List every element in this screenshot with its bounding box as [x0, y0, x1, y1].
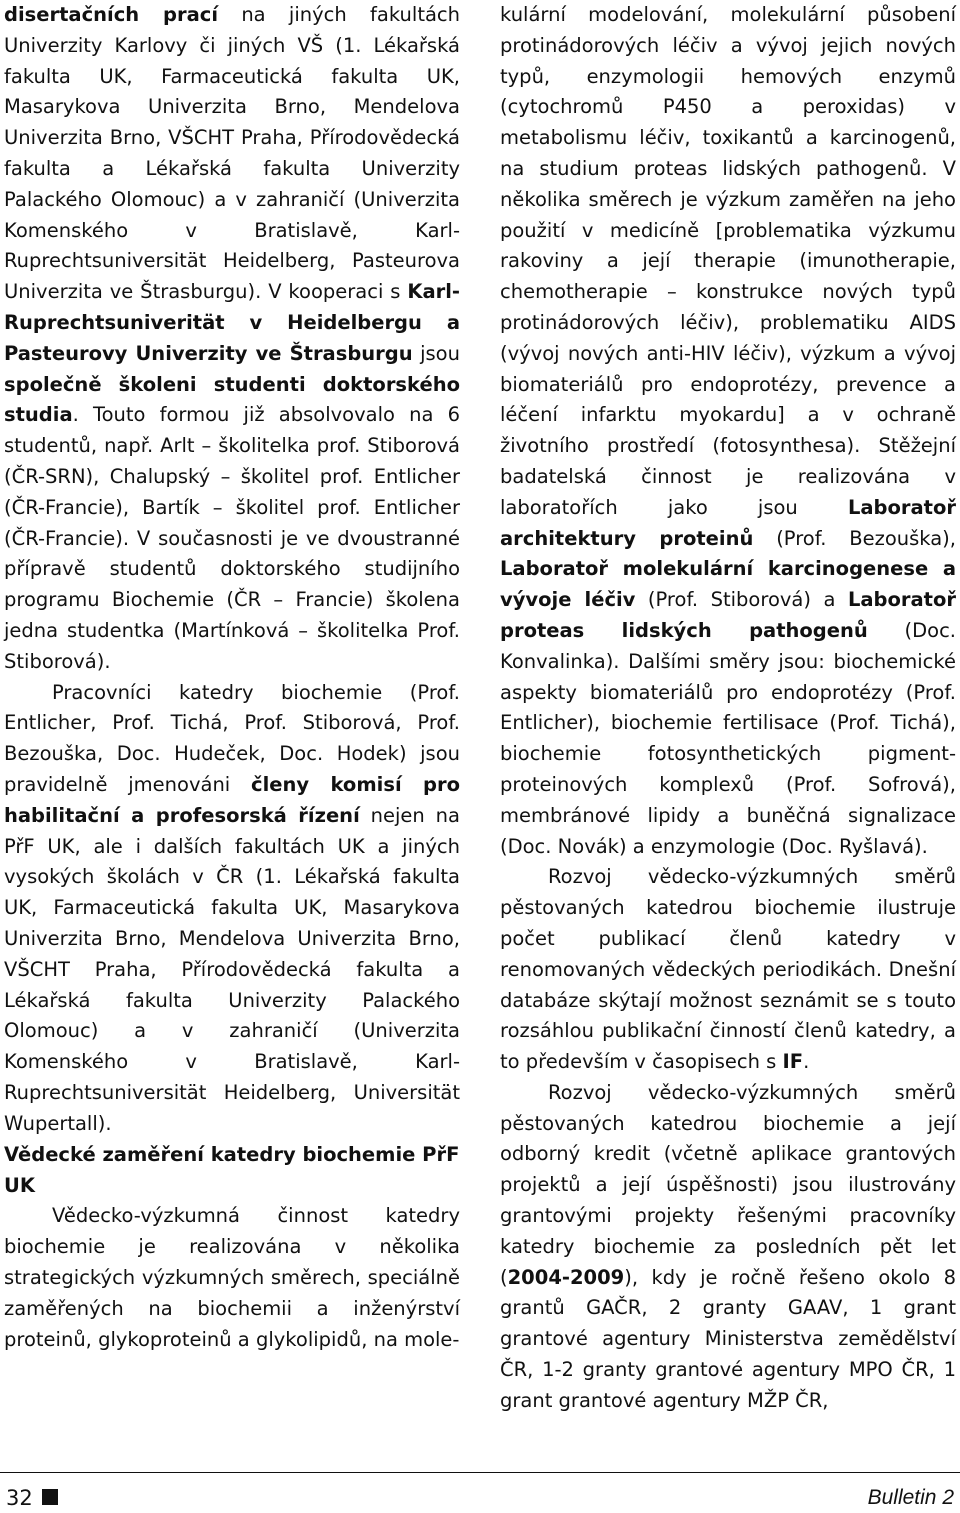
page-footer: [0, 1484, 960, 1512]
section-heading: Vědecké zaměření katedry biochemie PřF UK: [4, 1143, 460, 1198]
right-column: [500, 0, 956, 1417]
paragraph-commissions: [4, 678, 460, 1140]
body-text: Rozvoj vědecko-výzkumných směrů pěstovaných katedrou biochemie a její odborný kredit (včetně aplikace grantových projektů a její úspěšnosti) jsou ilustrovány grantovými projekty řešenými pracovníky katedry biochemie za posledních pět let (: [500, 1080, 956, 1289]
body-text: (Prof. Bezouška),: [753, 526, 956, 550]
bold-text: IF: [782, 1050, 804, 1074]
body-text: jsou: [412, 341, 460, 365]
body-text: Rozvoj vědecko-výzkumných směrů pěstovaných katedrou biochemie ilustruje počet publikací členů katedry v renomovaných vědeckých periodikách. Dnešní databáze skýtají možnost seznámit se s touto rozsáhlou publikační činností členů katedry, a to především v časopisech s: [500, 865, 956, 1074]
paragraph-publications: [500, 862, 956, 1078]
body-text: (Doc. Konvalinka). Dalšími směry jsou: biochemické aspekty biomateriálů pro endoprotézy (Prof. Entlicher), biochemie fertilisace (Prof. Tichá), biochemie fotosynthetických pigment-proteinových komplexů (Prof. Sofrová), membránové lipidy a buněčná signalizace (Doc. Novák) a enzymologie (Doc. Ryšlavá).: [500, 618, 956, 858]
bold-text: 2004-2009: [507, 1265, 625, 1289]
body-text: nejen na PřF UK, ale i dalších fakultách UK a jiných vysokých školách v ČR (1. Lékařská fakulta UK, Farmaceutická fakulta UK, Masarykova Univerzita Brno, Mendelova Univerzita Brno, VŠCHT Praha, Přírodovědecká fakulta a Lékařská fakulta Univerzity Palackého Olomouc) a v zahraničí (Univerzita Komenského v Bratislavě, Karl-Ruprechtsuniversität Heidelberg, Universität Wupertall).: [4, 803, 460, 1135]
bold-text: společně školeni studenti doktorského studia: [4, 372, 460, 427]
page-number: 32: [6, 1486, 33, 1510]
body-text: . Touto formou již absolvovalo na 6 studentů, např. Arlt – školitelka prof. Stiborová (ČR-SRN), Chalupský – školitel prof. Entlicher (ČR-Francie), Bartík – školitel prof. Entlicher (ČR-Francie). V současnosti je ve dvoustranné přípravě studentů doktorského studijního programu Biochemie (ČR – Francie) školena jedna studentka (Martínková – školitelka Prof. Stiborová).: [4, 403, 460, 673]
body-text: kulární modelování, molekulární působení protinádorových léčiv a vývoj jejich nových typů, enzymologii hemových enzymů (cytochromů P450 a peroxidas) v metabolismu léčiv, toxikantů a karcinogenů, na studium proteas lidských pathogenů. V několika směrech je výzkum zaměřen na jeho použití v medicíně [problematika výzkumu rakoviny a její therapie (imunotherapie, chemotherapie – konstrukce nových typů protinádorových léčiv), problematiku AIDS (vývoj nových anti-HIV léčiv), výzkum a vývoj biomateriálů pro endoprotézy, prevence a léčení infarktu myokardu] a v ochraně životního prostředí (fotosynthesa). Stěžejní badatelská činnost je realizována v laboratořích jako jsou: [500, 3, 956, 519]
paragraph-doctoral-cooperation: [4, 0, 460, 678]
bold-text: Laboratoř molekulární karcinogenese a vývoje léčiv: [500, 557, 956, 612]
paragraph-research-directions: [500, 0, 956, 862]
left-column: [4, 0, 460, 1355]
square-bullet-icon: [42, 1489, 58, 1505]
bold-text: členy komisí pro habilitační a profesorská řízení: [4, 772, 460, 827]
footer-rule: [0, 1472, 960, 1473]
body-text: ), kdy je ročně řešeno okolo 8 grantů GAČR, 2 granty GAAV, 1 grant grantové agentury Ministerstva zemědělství ČR, 1-2 granty grantové agentury MPO ČR, 1 grant grantové agentury MŽP ČR,: [500, 1265, 956, 1412]
paragraph-grants: [500, 1078, 956, 1417]
publication-name: Bulletin 2: [867, 1486, 954, 1509]
body-text: Pracovníci katedry biochemie (Prof. Entlicher, Prof. Tichá, Prof. Stiborová, Prof. Bezouška, Doc. Hudeček, Doc. Hodek) jsou pravidelně jmenováni: [4, 680, 460, 796]
body-text: (Prof. Stiborová) a: [635, 588, 848, 612]
bold-text: Laboratoř proteas lidských pathogenů: [500, 588, 956, 642]
body-text: .: [803, 1050, 810, 1074]
bold-text: Laboratoř architektury proteinů: [500, 495, 956, 550]
bold-text: disertačních prací: [4, 3, 219, 26]
bold-text: Karl-Ruprechtsuniverität v Heidelbergu a Pasteurovy Univerzity ve Štrasburgu: [4, 280, 460, 365]
body-text: na jiných fakultách Univerzity Karlovy či jiných VŠ (1. Lékařská fakulta UK, Farmaceutická fakulta UK, Masarykova Univerzita Brno, Mendelova Univerzita Brno, VŠCHT Praha, Přírodovědecká fakulta a Lékařská fakulta Univerzity Palackého Olomouc) a v zahraničí (Univerzita Komenského v Bratislavě, Karl-Ruprechtsuniversität Heidelberg, Pasteurova Univerzita ve Štrasburgu). V kooperaci s: [4, 3, 460, 304]
paragraph-research-intro: Vědecko-výzkumná činnost katedry biochemie je realizována v několika strategických výzkumných směrech, speciálně zaměřených na biochemii a inženýrství proteinů, glykoproteinů a glykolipidů, na mole-: [4, 1204, 460, 1351]
